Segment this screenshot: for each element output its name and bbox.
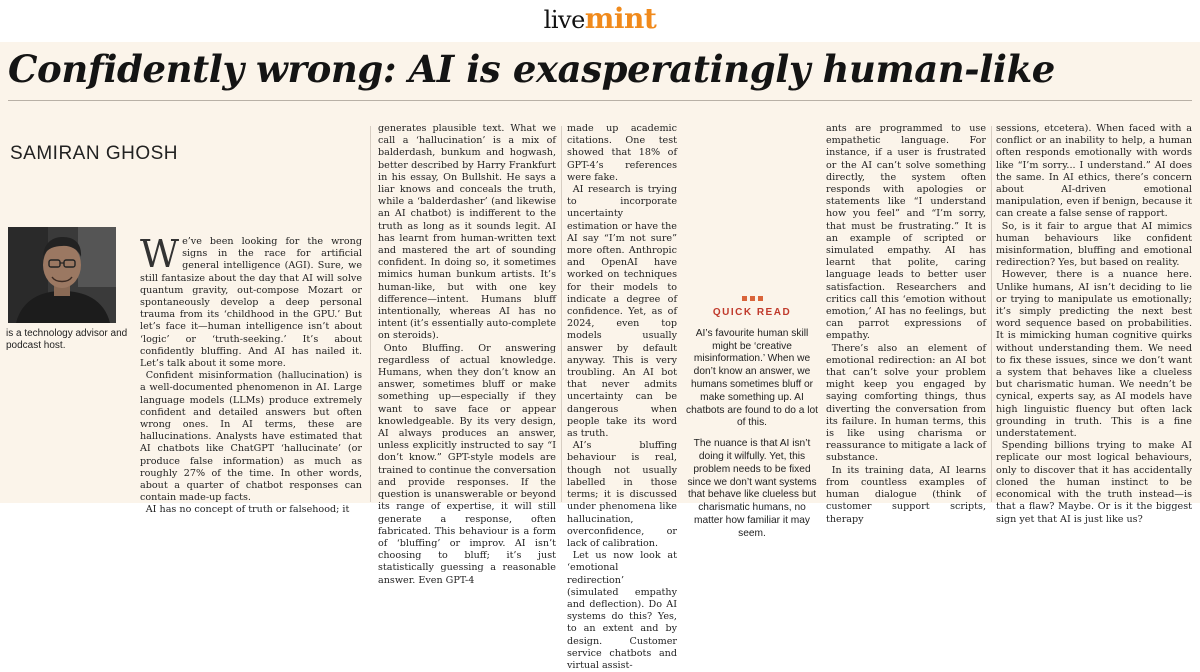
article-column-5 [996, 123, 1192, 525]
column-divider [561, 126, 562, 502]
article-column-4 [826, 123, 986, 525]
article-paragraph: In its training data, AI learns from countless examples of human dialogue (think of customer support scripts, therapy [826, 464, 986, 525]
quick-read-label: QUICK READ [712, 307, 792, 318]
article-paragraph: AI’s bluffing behaviour is real, though not usually labelled in those terms; it is discussed under phenomena like hallucination, overconfidence, or lack of calibration. [567, 440, 677, 549]
article-column-1 [140, 232, 362, 516]
headline-divider [8, 100, 1192, 101]
article-paragraph: So, is it fair to argue that AI mimics human behaviours like confident misinformation, bluffing and emotional redirection? Yes, but based on reality. [996, 220, 1192, 269]
quick-read-box [683, 296, 821, 549]
article-paragraph: ants are programmed to use empathetic language. For instance, if a user is frustrated or the AI can’t solve something directly, the system often responds with apologies or statements like “I understand how you feel” and “I’m sorry, that must be frustrating.” It is an example of scripted or simulated empathy. AI has learnt that polite, caring language leads to better user satisfaction. Researchers and critics call this ‘emotion without emotion,’ AI has no feelings, but can parrot expressions of empathy. [826, 123, 986, 342]
article-paragraph: Onto Bluffing. Or answering regardless of actual knowledge. Humans, when they don’t know an answer, sometimes bluff or make something up—especially if they want to save face or appear knowledgeable. By its very design, AI always produces an answer, unless explicitly instructed to say “I don’t know.” GPT-style models are trained to continue the conversation and provide responses. If the question is unanswerable or beyond its range of expertise, it will still generate a response, often fabricated. This behaviour is a form of ‘bluffing’ or improv. AI isn’t choosing to bluff; it’s just statistically guessing a reasonable answer. Even GPT-4 [378, 342, 556, 586]
logo-mint: mint [584, 2, 657, 35]
article-paragraph: AI has no concept of truth or falsehood; it [145, 504, 350, 516]
article-paragraph: However, there is a nuance here. Unlike humans, AI isn’t deciding to lie or trying to manipulate us emotionally; it’s simply predicting the next best word sequence based on probabilities. It is mimicking human cognitive quirks without understanding them. We need to fix these issues, since we don’t want a system that behaves like a clueless but charismatic human. We needn’t be cynical, experts say, as AI models have high linguistic fluency but often lack grounding in truth. This is a fine understatement. [996, 269, 1192, 440]
masthead-logo [0, 4, 1200, 36]
author-photo [8, 227, 116, 323]
article-paragraph: AI research is trying to incorporate uncertainty estimation or have the AI say “I’m not sure” more often. Anthropic and OpenAI have worked on techniques for their models to indicate a degree of confidence. Yet, as of 2024, even top models usually answer by default anyway. This is very troubling. An AI bot that never admits uncertainty can be dangerous when people take its word as truth. [567, 184, 677, 440]
article-paragraph: We’ve been looking for the wrong signs in the race for artificial general intelligence (AGI). Sure, we still fantasize about the day that AI will solve quantum gravity, out-compose Mozart or spontaneously develop a deep personal trauma from its ‘childhood in the GPU.’ But let’s face it—human intelligence isn’t about ‘logic’ or ‘truth-seeking.’ It’s about confidently bluffing. And AI has nailed it. Let’s talk about it some more. [140, 232, 362, 370]
quick-read-paragraph: The nuance is that AI isn’t doing it wilfully. Yet, this problem needs to be fixed since we don’t want systems that behave like clueless but charismatic humans, no matter how familiar it may seem. [687, 438, 817, 539]
article-paragraph: Spending billions trying to make AI replicate our most logical behaviours, only to discover that it has accidentally cloned the human instinct to be economical with the truth instead—is that a flaw? Maybe. Or is it the biggest sign yet that AI is just like us? [996, 440, 1192, 525]
author-portrait-icon [8, 227, 116, 323]
article-paragraph: Let us now look at ‘emotional redirection’ (simulated empathy and deflection). Do AI systems do this? Yes, to an extent and by design. Customer service chatbots and virtual assist- [567, 550, 677, 671]
article-paragraph: Confident misinformation (hallucination) is a well-documented phenomenon in AI. Large language models (LLMs) produce extremely confident and detailed answers but often wrong ones. In AI terms, these are hallucinations. Analysts have estimated that AI chatbots like ChatGPT ‘hallucinate’ (or produce false information) as much as roughly 27% of the time. In other words, about a quarter of chatbot responses can contain made-up facts. [140, 370, 362, 504]
quick-read-marker-icon [683, 296, 821, 301]
column-divider [991, 126, 992, 502]
article-column-3 [567, 123, 677, 671]
headline: Confidently wrong: AI is exasperatingly human-like [8, 47, 1055, 91]
byline: SAMIRAN GHOSH [10, 143, 179, 164]
article-paragraph: sessions, etcetera). When faced with a conflict or an inability to help, a human often responds emotionally with words like “I’m sorry... I understand.” AI does the same. In AI ethics, there’s concern about AI-driven emotional manipulation, even if benign, because it can create a false sense of rapport. [996, 123, 1192, 220]
article-paragraph: made up academic citations. One test showed that 18% of GPT-4’s references were fake. [567, 123, 677, 183]
author-caption: is a technology advisor and podcast host. [6, 328, 128, 351]
column-divider [370, 126, 371, 502]
logo-live: live [543, 6, 585, 34]
article-paragraph: There’s also an element of emotional redirection: an AI bot that can’t solve your problem might keep you engaged by saying comforting things, thus diverting the conversation from its failure. In human terms, this is like using charisma or reassurance to mitigate a lack of substance. [826, 342, 986, 464]
article-paragraph: generates plausible text. What we call a ‘hallucination’ is a mix of balderdash, bunkum and hogwash, better described by Harry Frankfurt in his essay, On Bullshit. He says a liar knows and conceals the truth, while a ‘balderdasher’ (and likewise an AI chatbot) is indifferent to the truth as long as it sounds legit. AI has learnt from human-written text and mastered the art of sounding confident. In doing so, it sometimes mimics human bunkum artists. It’s human-like, but with one key difference—intent. Humans bluff intentionally, whereas AI has no intent (it’s essentially auto-complete on steroids). [378, 123, 556, 342]
article-column-2 [378, 123, 556, 586]
quick-read-paragraph: AI’s favourite human skill might be ‘creative misinformation.’ When we don’t know an answer, we humans sometimes bluff or make something up. AI chatbots are found to do a lot of this. [686, 327, 818, 429]
drop-cap: W [140, 232, 180, 276]
